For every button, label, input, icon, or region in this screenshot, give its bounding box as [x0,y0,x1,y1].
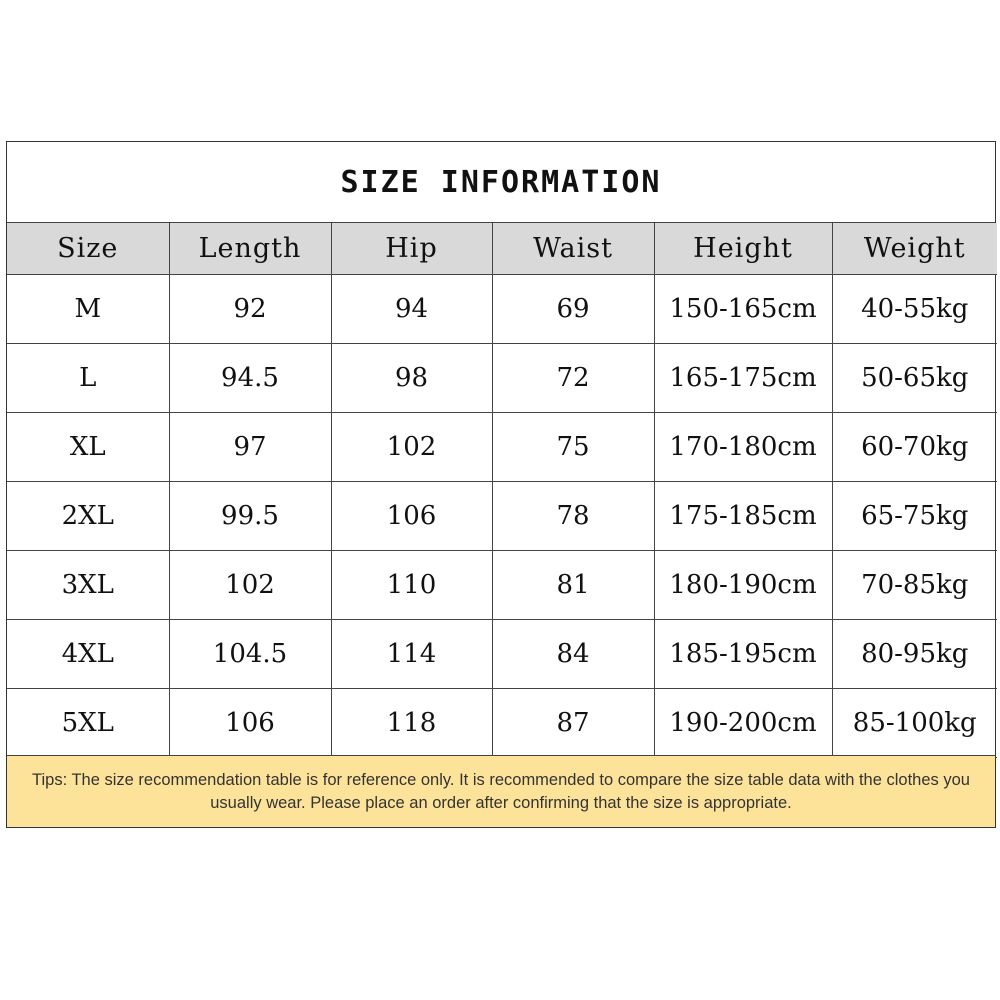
cell-waist: 75 [492,413,654,482]
column-header-waist: Waist [492,223,654,275]
cell-length: 94.5 [169,344,331,413]
cell-length: 92 [169,275,331,344]
cell-size: 3XL [7,551,169,620]
chart-title: SIZE INFORMATION [7,142,995,223]
cell-size: L [7,344,169,413]
table-row [7,482,997,551]
cell-hip: 118 [331,689,492,758]
table-row [7,689,997,758]
table-row [7,413,997,482]
cell-size: 5XL [7,689,169,758]
cell-hip: 106 [331,482,492,551]
cell-length: 104.5 [169,620,331,689]
cell-height: 165-175cm [654,344,832,413]
cell-hip: 110 [331,551,492,620]
cell-weight: 65-75kg [832,482,997,551]
cell-length: 102 [169,551,331,620]
cell-weight: 50-65kg [832,344,997,413]
cell-length: 97 [169,413,331,482]
cell-length: 106 [169,689,331,758]
cell-size: M [7,275,169,344]
cell-hip: 114 [331,620,492,689]
cell-waist: 69 [492,275,654,344]
cell-weight: 40-55kg [832,275,997,344]
cell-waist: 87 [492,689,654,758]
cell-weight: 80-95kg [832,620,997,689]
cell-hip: 98 [331,344,492,413]
cell-size: 2XL [7,482,169,551]
column-header-height: Height [654,223,832,275]
cell-height: 150-165cm [654,275,832,344]
cell-height: 180-190cm [654,551,832,620]
cell-length: 99.5 [169,482,331,551]
cell-height: 175-185cm [654,482,832,551]
cell-weight: 60-70kg [832,413,997,482]
column-header-size: Size [7,223,169,275]
column-header-weight: Weight [832,223,997,275]
table-row [7,620,997,689]
table-row [7,275,997,344]
cell-waist: 84 [492,620,654,689]
column-header-length: Length [169,223,331,275]
cell-height: 185-195cm [654,620,832,689]
cell-height: 190-200cm [654,689,832,758]
cell-size: XL [7,413,169,482]
column-header-hip: Hip [331,223,492,275]
cell-hip: 102 [331,413,492,482]
cell-hip: 94 [331,275,492,344]
size-table [7,223,997,758]
cell-weight: 85-100kg [832,689,997,758]
tips-note: Tips: The size recommendation table is for reference only. It is recommended to compare the size table data with the clothes you usually wear. Please place an order after confirming that the size is appropriate. [7,755,995,827]
cell-height: 170-180cm [654,413,832,482]
table-row [7,344,997,413]
table-header-row [7,223,997,275]
cell-weight: 70-85kg [832,551,997,620]
table-row [7,551,997,620]
cell-waist: 72 [492,344,654,413]
cell-waist: 78 [492,482,654,551]
cell-waist: 81 [492,551,654,620]
size-chart [6,141,996,828]
cell-size: 4XL [7,620,169,689]
